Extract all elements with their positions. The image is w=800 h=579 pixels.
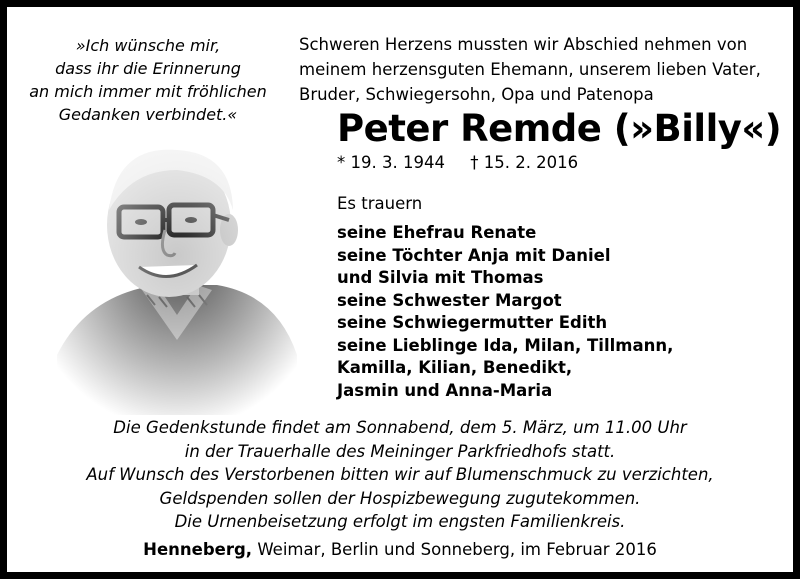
intro-line: Bruder, Schwiegersohn, Opa und Patenopa: [299, 85, 654, 104]
death-date: † 15. 2. 2016: [470, 153, 579, 172]
service-line: Die Gedenkstunde findet am Sonnabend, dem 5. März, um 11.00 Uhr: [113, 418, 687, 437]
mourner-line: und Silvia mit Thomas: [337, 268, 544, 287]
service-line: in der Trauerhalle des Meininger Parkfriedhofs statt.: [184, 441, 616, 461]
quote-line: Gedanken verbindet.«: [58, 105, 238, 124]
life-dates: [337, 153, 598, 172]
footer-place: Henneberg,: [143, 540, 253, 559]
deceased-name: Peter Remde (»Billy«): [337, 107, 782, 150]
quote-line: »Ich wünsche mir,: [75, 36, 221, 55]
mourner-line: Kamilla, Kilian, Benedikt,: [337, 358, 573, 377]
mourner-line: Jasmin und Anna-Maria: [337, 380, 553, 400]
intro-line: Schweren Herzens mussten wir Abschied nehmen von: [299, 35, 748, 54]
mourner-line: seine Lieblinge Ida, Milan, Tillmann,: [337, 335, 674, 355]
service-notice: [7, 416, 793, 534]
service-line: Geldspenden sollen der Hospizbewegung zugutekommen.: [159, 488, 641, 508]
quote-line: dass ihr die Erinnerung: [55, 59, 241, 78]
footer-signature: [7, 540, 793, 559]
service-line: Die Urnenbeisetzung erfolgt im engsten Familienkreis.: [174, 512, 626, 531]
mourners-list: [337, 222, 673, 402]
portrait-photo: [47, 125, 307, 415]
mourner-line: seine Schwiegermutter Edith: [337, 313, 608, 332]
mourner-line: seine Schwester Margot: [337, 290, 562, 310]
intro-text: [299, 32, 779, 107]
footer-rest: Weimar, Berlin und Sonneberg, im Februar 2016: [252, 540, 657, 559]
mourning-label: Es trauern: [337, 194, 423, 213]
birth-date: * 19. 3. 1944: [337, 153, 445, 172]
quote-line: an mich immer mit fröhlichen: [29, 82, 267, 101]
quote-block: [29, 34, 267, 126]
service-line: Auf Wunsch des Verstorbenen bitten wir auf Blumenschmuck zu verzichten,: [86, 465, 714, 484]
mourner-line: seine Ehefrau Renate: [337, 223, 537, 242]
intro-line: meinem herzensguten Ehemann, unserem lieben Vater,: [299, 60, 761, 79]
mourner-line: seine Töchter Anja mit Daniel: [337, 245, 611, 265]
